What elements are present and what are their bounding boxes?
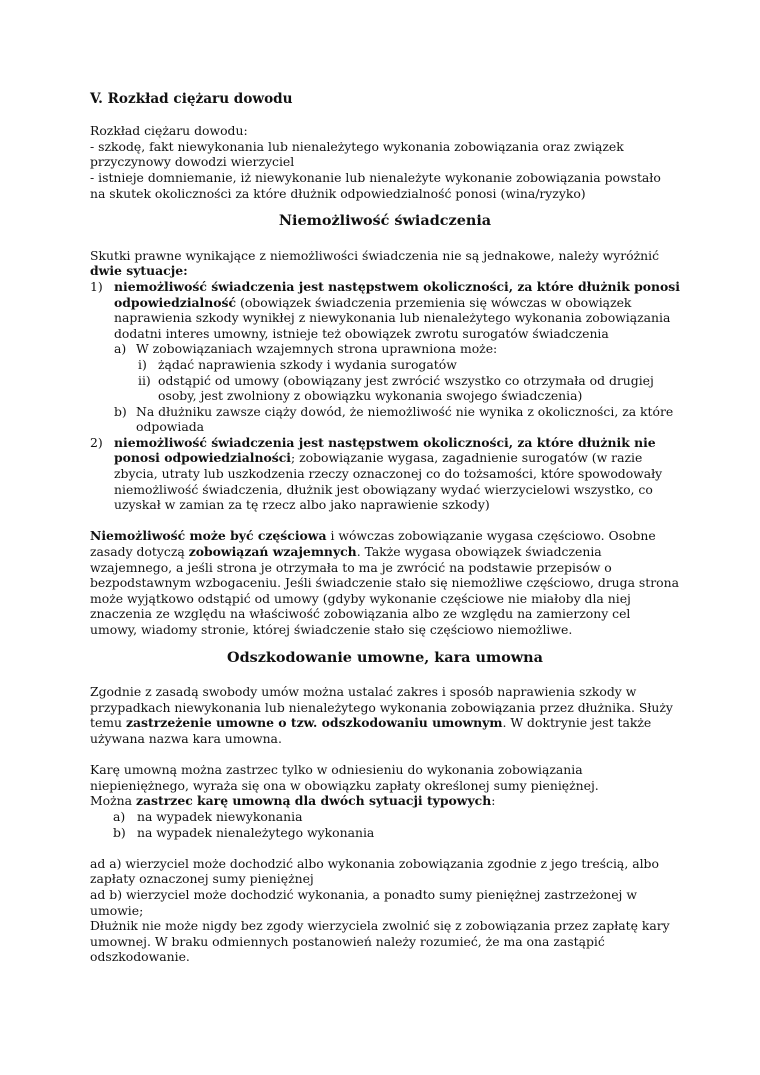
- odszkodowanie-paragraph-3: Można zastrzec karę umowną dla dwóch sytuacji typowych:: [90, 793, 496, 809]
- list-item: a) na wypadek niewykonania: [113, 808, 303, 824]
- heading-odszkodowanie: Odszkodowanie umowne, kara umowna: [227, 648, 543, 666]
- situation-2: 2) niemożliwość świadczenia jest następstwem okoliczności, za które dłużnik nie ponosi odpowiedzialności; zobowiązanie wygasa, zagadnienie surogatów (w razie zbycia, utraty lub uszkodzenia rzeczy oznaczonej co do tożsamości, które spowodowały niemożliwość świadczenia, dłużnik jest obowiązany wydać wierzycielowi wszystko, co uzyskał w zamian za tę rzecz albo jako naprawienie szkody): [90, 434, 663, 513]
- sub-item-a: a) W zobowiązaniach wzajemnych strona uprawniona może: i) żądać naprawienia szkody i wydania surogatów ii) odstąpić od umowy (obowiązany jest zwrócić wszystko co otrzymała od drugiej osoby, jest zwolniony z obowiązku wykonania swojego świadczenia): [114, 341, 680, 403]
- ad-a-paragraph: ad a) wierzyciel może dochodzić albo wykonania zobowiązania zgodnie z jego treścią, albo zapłaty oznaczonej sumy pieniężnej: [90, 855, 659, 887]
- odszkodowanie-paragraph-1: Zgodnie z zasadą swobody umów można ustalać zakres i sposób naprawienia szkody w przypadkach niewykonania lub nienależytego wykonania zobowiązania przez dłużnika. Służy temu zastrzeżenie umowne o tzw. odszkodowaniu umownym. W doktrynie jest także używana nazwa kara umowna.: [90, 684, 673, 746]
- sub-item-i: i) żądać naprawienia szkody i wydania surogatów: [138, 356, 457, 372]
- burden-line-1: - szkodę, fakt niewykonania lub nienależytego wykonania zobowiązania oraz związek przyczynowy dowodzi wierzyciel: [90, 138, 624, 170]
- list-item: b) na wypadek nienależytego wykonania: [113, 824, 375, 840]
- section-intro: Rozkład ciężaru dowodu:: [90, 123, 248, 139]
- final-paragraph: Dłużnik nie może nigdy bez zgody wierzyciela zwolnić się z zobowiązania przez zapłatę kary umownej. W braku odmiennych postanowień należy rozumieć, że ma ona zastąpić odszkodowanie.: [90, 918, 670, 965]
- ad-b-paragraph: ad b) wierzyciel może dochodzić wykonania, a ponadto sumy pieniężnej zastrzeżonej w umowie;: [90, 886, 637, 918]
- niemozliwosc-intro: Skutki prawne wynikające z niemożliwości świadczenia nie są jednakowe, należy wyróżnić dwie sytuacje:: [90, 247, 660, 279]
- sub-item-b: b) Na dłużniku zawsze ciąży dowód, że niemożliwość nie wynika z okoliczności, za które odpowiada: [114, 403, 674, 435]
- document-page: [90, 92, 680, 965]
- odszkodowanie-paragraph-2: Karę umowną można zastrzec tylko w odniesieniu do wykonania zobowiązania niepieniężnego, wyraża się ona w obowiązku zapłaty określonej sumy pieniężnej.: [90, 762, 599, 793]
- sub-item-ii: ii) odstąpić od umowy (obowiązany jest zwrócić wszystko co otrzymała od drugiej osoby, jest zwolniony z obowiązku wykonania swojego świadczenia): [138, 372, 654, 404]
- burden-line-2: - istnieje domniemanie, iż niewykonanie lub nienależyte wykonanie zobowiązania powstało na skutek okoliczności za które dłużnik odpowiedzialność ponosi (wina/ryzyko): [90, 169, 661, 201]
- situations-list: [90, 279, 680, 513]
- situation-1-sublist: [114, 341, 680, 435]
- kara-situations-list: [90, 809, 680, 840]
- heading-niemozliwosc: Niemożliwość świadczenia: [278, 212, 492, 230]
- situation-1: 1) niemożliwość świadczenia jest następstwem okoliczności, za które dłużnik ponosi odpowiedzialność (obowiązek świadczenia przemienia się wówczas w obowiązek naprawienia szkody wynikłej z niewykonania lub nienależytego wykonania zobowiązania dodatni interes umowny, istnieje też obowiązek zwrotu surogatów świadczenia a) W zobowiązaniach wzajemnych strona uprawniona może: i) żądać naprawienia szkody i wydania surogatów ii) odstąpić od umowy (obowiązany jest zwrócić wszystko co otrzymała od drugiej osoby, jest zwolniony z obowiązku wykonania swojego świadczenia) b) Na dłużniku zawsze ciąży dowód, że niemożliwość nie wynika z okoliczności, za które odpowiada: [90, 278, 680, 435]
- sub-item-a-list: [136, 357, 680, 404]
- section-title: V. Rozkład ciężaru dowodu: [90, 91, 293, 107]
- partial-impossibility-paragraph: Niemożliwość może być częściowa i wówczas zobowiązanie wygasa częściowo. Osobne zasady dotyczą zobowiązań wzajemnych. Także wygasa obowiązek świadczenia wzajemnego, a jeśli strona je otrzymała to ma je zwrócić na podstawie przepisów o bezpodstawnym wzbogaceniu. Jeśli świadczenie stało się niemożliwe częściowo, druga strona może wyjątkowo odstąpić od umowy (gdyby wykonanie częściowe nie miałoby dla niej znaczenia ze względu na właściwość zobowiązania albo ze względu na zamierzony cel umowy, wiadomy stronie, której świadczenie stało się częściowo niemożliwe.: [90, 528, 680, 637]
